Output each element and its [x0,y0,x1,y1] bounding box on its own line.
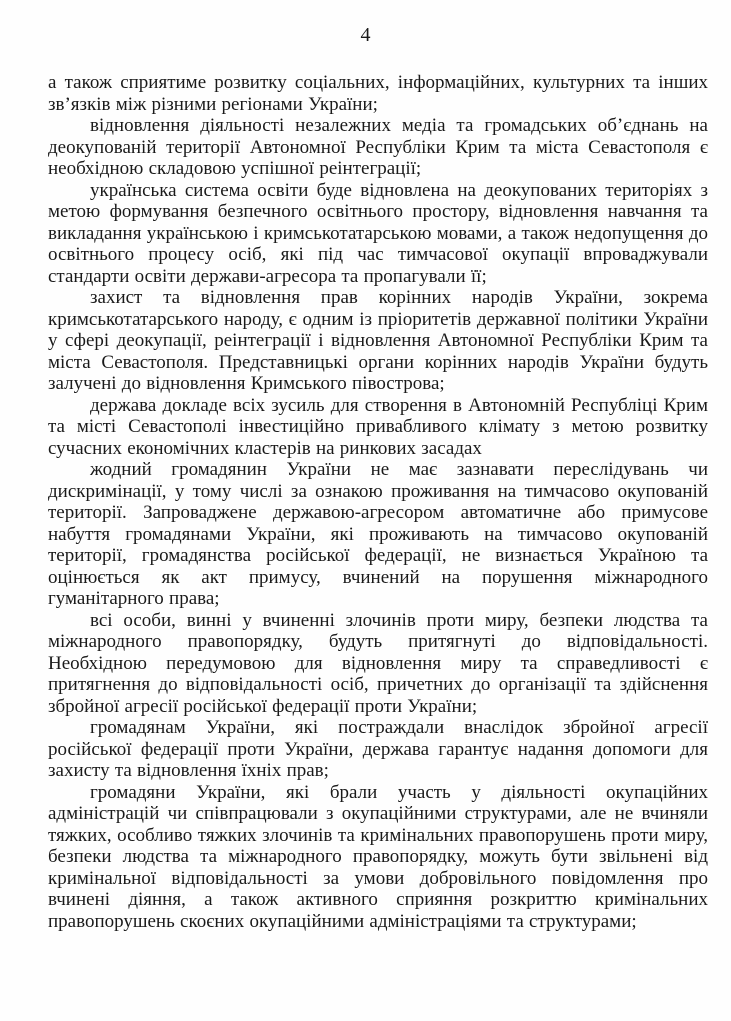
paragraph: громадяни України, які брали участь у діяльності окупаційних адміністрацій чи співпрацювали з окупаційними структурами, але не вчиняли тяжких, особливо тяжких злочинів та кримінальних правопорушень проти миру, безпеки людства та міжнародного правопорядку, можуть бути звільнені від кримінальної відповідальності за умови добровільного повідомлення про вчинені діяння, а також активного сприяння розкриттю кримінальних правопорушень скоєних окупаційними адміністраціями та структурами; [48,781,708,932]
paragraph: українська система освіти буде відновлена на деокупованих територіях з метою формування безпечного освітнього простору, відновлення навчання та викладання українською і кримськотатарською мовами, а також недопущення до освітнього процесу осіб, які під час тимчасової окупації впроваджували стандарти освіти держави-агресора та пропагували її; [48,179,708,287]
document-body [48,72,708,932]
paragraph: всі особи, винні у вчиненні злочинів проти миру, безпеки людства та міжнародного правопорядку, будуть притягнуті до відповідальності. Необхідною передумовою для відновлення миру та справедливості є притягнення до відповідальності осіб, причетних до організації та здійснення збройної агресії російської федерації проти України; [48,609,708,717]
paragraph: а також сприятиме розвитку соціальних, інформаційних, культурних та інших зв’язків між різними регіонами України; [48,72,708,115]
paragraph: громадянам України, які постраждали внаслідок збройної агресії російської федерації проти України, держава гарантує надання допомоги для захисту та відновлення їхніх прав; [48,717,708,781]
paragraph: держава докладе всіх зусиль для створення в Автономній Республіці Крим та місті Севастополі інвестиційно привабливого клімату з метою розвитку сучасних економічних кластерів на ринкових засадах [48,394,708,459]
paragraph: захист та відновлення прав корінних народів України, зокрема кримськотатарського народу, є одним із пріоритетів державної політики України у сфері деокупації, реінтеграції і відновлення Автономної Республіки Крим та міста Севастополя. Представницькі органи корінних народів України будуть залучені до відновлення Кримського півострова; [48,287,708,394]
paragraph: жодний громадянин України не має зазнавати переслідувань чи дискримінації, у тому числі за ознакою проживання на тимчасово окупованій території. Запроваджене державою-агресором автоматичне або примусове набуття громадянами України, які проживають на тимчасово окупованій території, громадянства російської федерації, не визнається Україною та оцінюється як акт примусу, вчинений на порушення міжнародного гуманітарного права; [48,459,708,609]
paragraph: відновлення діяльності незалежних медіа та громадських об’єднань на деокупованій території Автономної Республіки Крим та міста Севастополя є необхідною складовою успішної реінтеграції; [48,115,708,179]
page-number: 4 [360,24,371,46]
